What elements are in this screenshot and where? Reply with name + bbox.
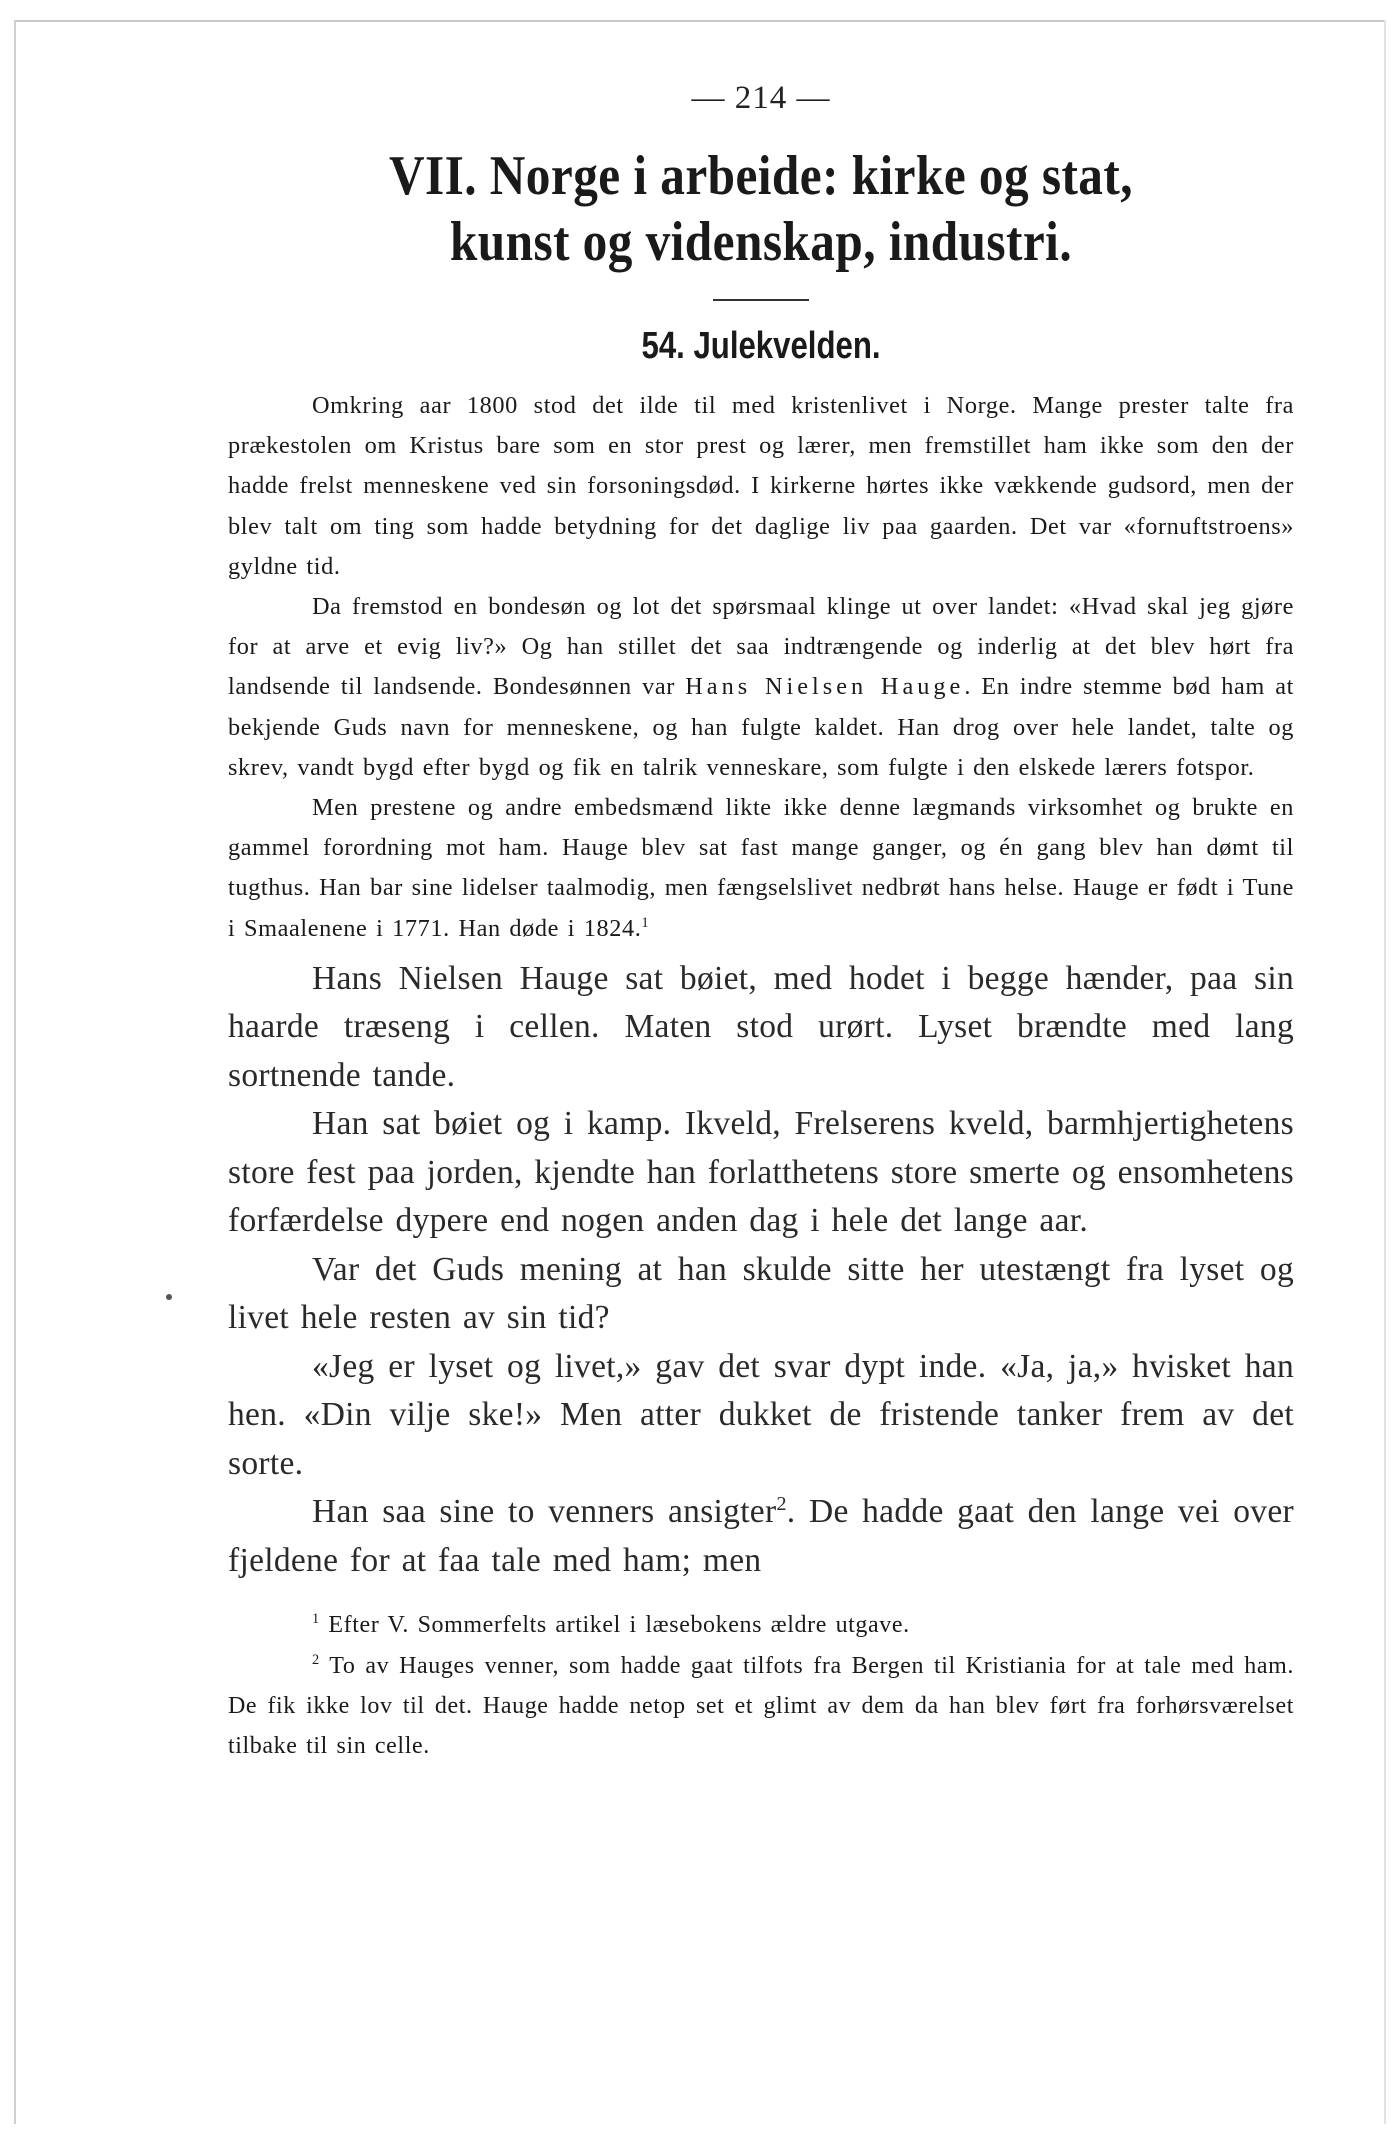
footnote-1 <box>228 1605 1294 1645</box>
intro-paragraph-3 <box>228 788 1294 949</box>
footnote-1-text: Efter V. Sommerfelts artikel i læsebokens ældre utgave. <box>319 1612 910 1639</box>
footnote-2-text: To av Hauges venner, som hadde gaat tilfots fra Bergen til Kristiania for at tale med ham. De fik ikke lov til det. Hauge hadde netop set et glimt av dem da han blev ført fra forhørsværelset tilbake til sin celle. <box>228 1652 1294 1760</box>
footnote-ref-1: 1 <box>641 914 650 931</box>
page-number: — 214 — <box>691 80 831 116</box>
section-title: 54. Julekvelden. <box>641 325 881 367</box>
spaced-name: Hans Nielsen Hauge <box>685 673 965 701</box>
story-paragraph-3: Var det Guds mening at han skulde sitte her utestængt fra lyset og livet hele resten av sin tid? <box>228 1250 1294 1337</box>
book-page <box>228 80 1294 1767</box>
title-divider <box>713 299 809 301</box>
intro-p3-text: Men prestene og andre embedsmænd likte ikke denne lægmands virksomhet og brukte en gammel forordning mot ham. Hauge blev sat fast mange ganger, og én gang blev han dømt til tugthus. Han bar sine lidelser taalmodig, men fængselslivet nedbrøt hans helse. Hauge er født i Tune i Smaalenene i 1771. Han døde i 1824. <box>228 794 1294 942</box>
story-p5-text-a: Han saa sine to venners ansigter <box>312 1493 777 1531</box>
story-paragraph-2: Han sat bøiet og i kamp. Ikveld, Frelserens kveld, barmhjertighetens store fest paa jorden, kjendte han forlatthetens store smerte og ensomhetens forfærdelse dypere end nogen anden dag i hele det lange aar. <box>228 1105 1294 1240</box>
footnote-2 <box>228 1646 1294 1767</box>
intro-paragraph-1: Omkring aar 1800 stod det ilde til med kristenlivet i Norge. Mange prester talte fra prækestolen om Kristus bare som en stor prest og lærer, men fremstillet ham ikke som den der hadde frelst menneskene ved sin forsoningsdød. I kirkerne hørtes ikke vækkende gudsord, men der blev talt om ting som hadde betydning for det daglige liv paa gaarden. Det var «fornuftstroens» gyldne tid. <box>228 392 1294 580</box>
footnote-mark-2: 2 <box>312 1651 320 1668</box>
story-p5-text-b: . De hadde gaat den lange vei over fjeldene for at faa tale med ham; men <box>228 1493 1294 1579</box>
intro-p2-text-a: Da fremstod en bondesøn og lot det spørsmaal klinge ut over landet: «Hvad skal jeg gjøre for at arve et evig liv?» Og han stillet det saa indtrængende og inderlig at det blev hørt fra landsende til landsende. Bondesønnen var <box>228 593 1294 701</box>
intro-paragraph-2 <box>228 587 1294 788</box>
intro-p2-text-b: . En indre stemme bød ham at bekjende Guds navn for menneskene, og han fulgte kaldet. Han drog over hele landet, talte og skrev, vandt bygd efter bygd og fik en talrik venneskare, som fulgte i den elskede lærers fotspor. <box>228 673 1294 781</box>
page-border-right <box>1384 20 1386 2124</box>
story-text <box>228 955 1294 1586</box>
page-border-left <box>14 20 16 2124</box>
story-paragraph-1: Hans Nielsen Hauge sat bøiet, med hodet i begge hænder, paa sin haarde træseng i cellen. Maten stod urørt. Lyset brændte med lang sortnende tande. <box>228 959 1294 1094</box>
chapter-title-line2: kunst og videnskap, industri. <box>449 211 1073 273</box>
page-border-top <box>14 20 1386 22</box>
footnotes <box>228 1605 1294 1766</box>
footnote-ref-2: 2 <box>776 1493 787 1516</box>
story-paragraph-5 <box>228 1488 1294 1585</box>
intro-text <box>228 386 1294 949</box>
story-paragraph-4: «Jeg er lyset og livet,» gav det svar dypt inde. «Ja, ja,» hvisket han hen. «Din vilje ske!» Men atter dukket de fristende tanker frem av det sorte. <box>228 1347 1294 1482</box>
margin-mark <box>166 1294 172 1300</box>
chapter-title <box>292 143 1230 275</box>
chapter-title-line1: VII. Norge i arbeide: kirke og stat, <box>388 145 1133 207</box>
footnote-mark-1: 1 <box>312 1611 320 1628</box>
